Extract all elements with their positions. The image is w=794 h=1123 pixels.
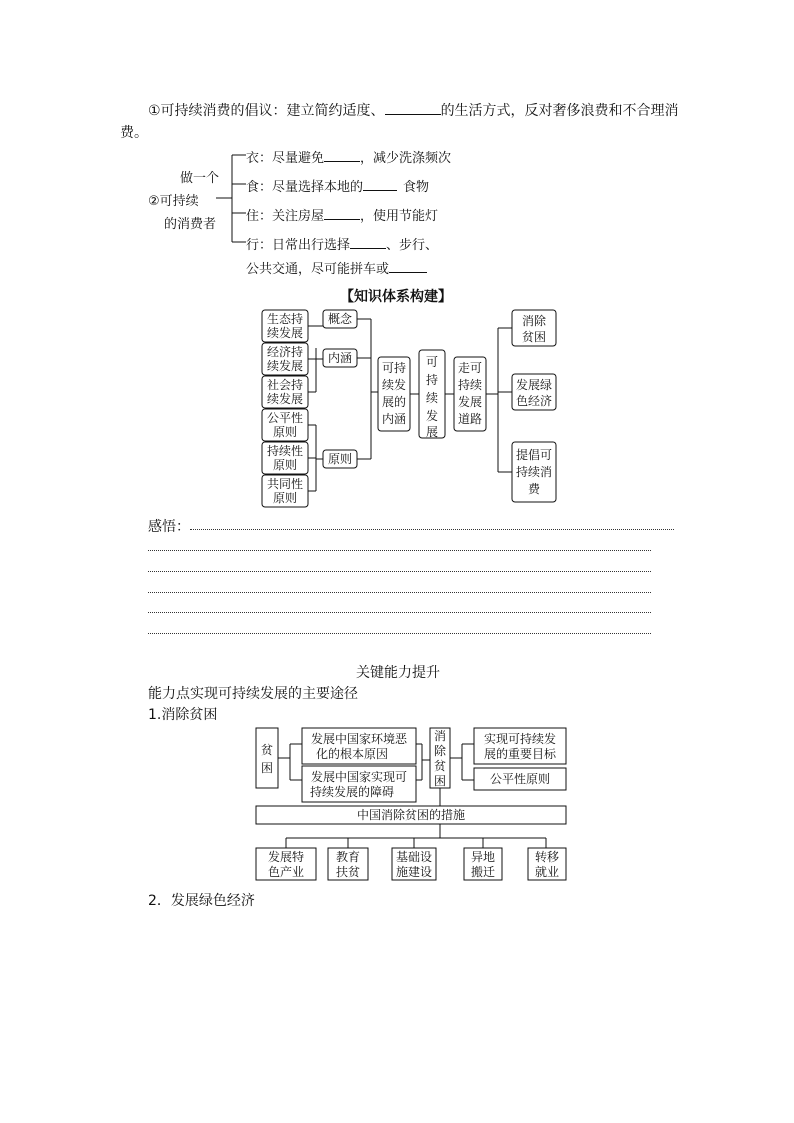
right-box-2-line2: 色经济 — [515, 394, 553, 408]
left-box-1-line2: 续发展 — [266, 326, 304, 340]
measure-2-line1: 教育 — [335, 850, 361, 864]
center2-line4: 发 — [425, 409, 439, 423]
center1-line4: 内涵 — [381, 412, 407, 426]
left-box-1-line1: 生态持 — [266, 312, 304, 326]
center1-line3: 展的 — [381, 395, 407, 409]
measure-3-line2: 施建设 — [395, 865, 433, 879]
right-box-1-line2: 贫困 — [521, 330, 547, 344]
left-box-2-line2: 续发展 — [266, 359, 304, 373]
consumer-label-line3: 的消费者 — [164, 217, 217, 232]
center3-line3: 发展 — [457, 395, 483, 409]
poverty-right-bottom: 公平性原则 — [489, 772, 551, 786]
measure-3-line1: 基础设 — [395, 850, 433, 864]
left-box-6-line2: 原则 — [272, 491, 298, 505]
left-box-5-line1: 持续性 — [266, 444, 304, 458]
consumer-label-line1: 做一个 — [180, 171, 220, 186]
ability-item-2: 2．发展绿色经济 — [148, 893, 255, 909]
poverty-right-top-line1: 实现可持续发 — [483, 732, 557, 746]
left-box-4-line1: 公平性 — [266, 411, 304, 425]
poverty-center-line2: 除 — [433, 744, 447, 758]
poverty-center-line1: 消 — [433, 729, 447, 743]
left-box-3-line2: 续发展 — [266, 392, 304, 406]
poverty-left-line1: 贫 — [260, 743, 274, 757]
measure-5-line2: 就业 — [534, 865, 560, 879]
poverty-mid-top-line1: 发展中国家环境恶 — [310, 732, 408, 746]
consumer-item-food: 食：尽量选择本地的 食物 — [246, 176, 429, 195]
poverty-bar: 中国消除贫困的措施 — [356, 808, 466, 822]
ability-subtitle: 能力点实现可持续发展的主要途径 — [148, 686, 358, 702]
consumer-label-line2: ②可持续 — [148, 194, 199, 209]
left-box-2-line1: 经济持 — [266, 345, 304, 359]
measure-4-line1: 异地 — [470, 850, 496, 864]
poverty-center-line4: 困 — [433, 774, 447, 788]
measure-2-line2: 扶贫 — [335, 865, 361, 879]
para1-prefix: ①可持续消费的倡议：建立简约适度、 — [148, 103, 385, 119]
consumer-item-housing: 住：关注房屋 ，使用节能灯 — [246, 205, 438, 224]
center2-line5: 展 — [425, 425, 439, 439]
mid-box-principle: 原则 — [327, 452, 353, 466]
para1-suffix: 的生活方式，反对奢侈浪费和不合理消 — [440, 103, 679, 119]
center2-line1: 可 — [425, 355, 439, 369]
paragraph-line2: 费。 — [120, 125, 148, 141]
mid-box-connotation: 内涵 — [327, 351, 353, 365]
center1-line1: 可持 — [381, 361, 407, 375]
poverty-right-top-line2: 展的重要目标 — [483, 747, 557, 761]
right-box-2-line1: 发展绿 — [515, 378, 553, 392]
poverty-mid-bottom-line2: 持续发展的障碍 — [309, 785, 395, 799]
poverty-center-line3: 贫 — [433, 759, 447, 773]
measure-1-line2: 色产业 — [267, 865, 305, 879]
left-box-6-line1: 共同性 — [266, 477, 304, 491]
center3-line2: 持续 — [457, 378, 483, 392]
right-box-1-line1: 消除 — [521, 314, 547, 328]
center2-line2: 持 — [425, 373, 439, 387]
right-box-3-line3: 费 — [527, 482, 541, 496]
mid-box-concept: 概念 — [327, 312, 353, 326]
reflection-label: 感悟： — [148, 519, 190, 535]
consumer-item-travel: 行：日常出行选择 、步行、 — [246, 234, 438, 253]
center2-line3: 续 — [425, 391, 439, 405]
right-box-3-line2: 持续消 — [515, 465, 553, 479]
knowledge-title: 【知识体系构建】 — [340, 289, 452, 305]
left-box-3-line1: 社会持 — [266, 378, 304, 392]
center3-line1: 走可 — [457, 361, 483, 375]
poverty-mid-top-line2: 化的根本原因 — [315, 747, 389, 761]
consumer-item-travel-cont: 公共交通，尽可能拼车或 — [246, 258, 427, 277]
ability-item-1: 1.消除贫困 — [148, 707, 218, 723]
right-box-3-line1: 提倡可 — [515, 448, 553, 462]
poverty-mid-bottom-line1: 发展中国家实现可 — [310, 770, 408, 784]
poverty-left-line2: 困 — [260, 761, 274, 775]
ability-title: 关键能力提升 — [356, 665, 440, 681]
consumer-item-clothing: 衣：尽量避免 ，减少洗涤频次 — [246, 147, 451, 166]
left-box-4-line2: 原则 — [272, 425, 298, 439]
measure-4-line2: 搬迁 — [470, 865, 496, 879]
measure-1-line1: 发展特 — [267, 850, 305, 864]
center3-line4: 道路 — [457, 412, 483, 426]
center1-line2: 续发 — [381, 378, 407, 392]
left-box-5-line2: 原则 — [272, 458, 298, 472]
measure-5-line1: 转移 — [534, 850, 560, 864]
